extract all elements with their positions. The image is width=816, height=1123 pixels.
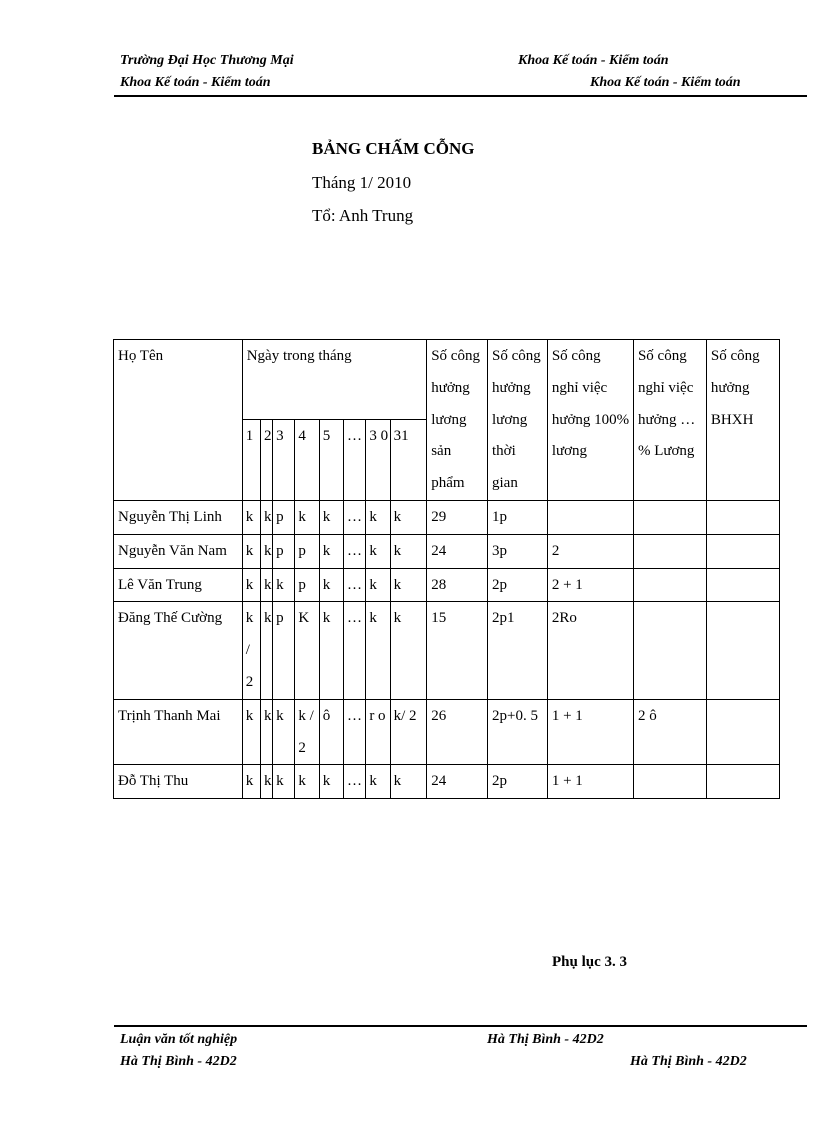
product-pay-days: 29 bbox=[427, 500, 488, 534]
header-col-leave-partial-pay: Số công nghỉ việc hưởng …% Lương bbox=[633, 340, 706, 501]
table-header-row-1 bbox=[114, 340, 780, 420]
day-mark: k bbox=[260, 534, 272, 568]
day-mark: … bbox=[344, 568, 366, 602]
day-mark: k bbox=[390, 534, 427, 568]
header-day: 3 0 bbox=[366, 420, 390, 501]
day-mark: p bbox=[295, 568, 319, 602]
day-mark: k bbox=[260, 765, 272, 799]
day-mark: ô bbox=[319, 699, 343, 765]
time-pay-days: 2p1 bbox=[488, 602, 548, 699]
document-month: Tháng 1/ 2010 bbox=[312, 173, 412, 192]
day-mark: k bbox=[260, 500, 272, 534]
leave-partial-pay-days bbox=[633, 568, 706, 602]
day-mark: k/ 2 bbox=[390, 699, 427, 765]
header-day: 2 bbox=[260, 420, 272, 501]
time-pay-days: 2p bbox=[488, 568, 548, 602]
leave-full-pay-days: 2 bbox=[547, 534, 633, 568]
day-mark: p bbox=[273, 534, 295, 568]
social-insurance-days bbox=[706, 534, 779, 568]
day-mark: … bbox=[344, 500, 366, 534]
time-pay-days: 2p bbox=[488, 765, 548, 799]
header-school-name: Trường Đại Học Thương Mại bbox=[120, 53, 294, 68]
day-mark: r o bbox=[366, 699, 390, 765]
day-mark: k bbox=[319, 568, 343, 602]
employee-name: Nguyễn Thị Linh bbox=[114, 500, 243, 534]
day-mark: k bbox=[366, 568, 390, 602]
time-pay-days: 3p bbox=[488, 534, 548, 568]
employee-name: Nguyễn Văn Nam bbox=[114, 534, 243, 568]
day-mark: k bbox=[390, 500, 427, 534]
day-mark: k bbox=[242, 534, 260, 568]
day-mark: k bbox=[260, 602, 272, 699]
employee-name: Đỗ Thị Thu bbox=[114, 765, 243, 799]
day-mark: k bbox=[242, 765, 260, 799]
product-pay-days: 28 bbox=[427, 568, 488, 602]
day-mark: p bbox=[273, 602, 295, 699]
header-day: 1 bbox=[242, 420, 260, 501]
day-mark: … bbox=[344, 602, 366, 699]
day-mark: … bbox=[344, 534, 366, 568]
product-pay-days: 26 bbox=[427, 699, 488, 765]
header-col-time-pay: Số công hưởng lương thời gian bbox=[488, 340, 548, 501]
day-mark: k bbox=[366, 500, 390, 534]
day-mark: k bbox=[366, 765, 390, 799]
leave-partial-pay-days bbox=[633, 534, 706, 568]
day-mark: k bbox=[273, 699, 295, 765]
timesheet-table bbox=[113, 339, 780, 799]
header-day: … bbox=[344, 420, 366, 501]
header-day: 5 bbox=[319, 420, 343, 501]
day-mark: k / 2 bbox=[295, 699, 319, 765]
time-pay-days: 1p bbox=[488, 500, 548, 534]
time-pay-days: 2p+0. 5 bbox=[488, 699, 548, 765]
leave-full-pay-days: 1 + 1 bbox=[547, 765, 633, 799]
footer-author-left: Hà Thị Bình - 42D2 bbox=[120, 1054, 237, 1069]
day-mark: k bbox=[390, 765, 427, 799]
day-mark: k bbox=[319, 534, 343, 568]
day-mark: k bbox=[319, 765, 343, 799]
leave-full-pay-days: 2 + 1 bbox=[547, 568, 633, 602]
day-mark: k bbox=[242, 500, 260, 534]
header-department-right: Khoa Kế toán - Kiểm toán bbox=[518, 53, 669, 68]
table-row bbox=[114, 534, 780, 568]
day-mark: k bbox=[273, 765, 295, 799]
day-mark: k bbox=[366, 534, 390, 568]
day-mark: p bbox=[273, 500, 295, 534]
header-department-left: Khoa Kế toán - Kiểm toán bbox=[120, 75, 271, 90]
day-mark: … bbox=[344, 765, 366, 799]
social-insurance-days bbox=[706, 699, 779, 765]
employee-name: Trịnh Thanh Mai bbox=[114, 699, 243, 765]
social-insurance-days bbox=[706, 500, 779, 534]
day-mark: k bbox=[295, 765, 319, 799]
day-mark: k bbox=[390, 568, 427, 602]
appendix-label: Phụ lục 3. 3 bbox=[552, 954, 628, 970]
header-col-social-insurance: Số công hưởng BHXH bbox=[706, 340, 779, 501]
header-day: 31 bbox=[390, 420, 427, 501]
day-mark: k bbox=[273, 568, 295, 602]
footer-author-right: Hà Thị Bình - 42D2 bbox=[487, 1032, 604, 1047]
table-row bbox=[114, 699, 780, 765]
header-day: 4 bbox=[295, 420, 319, 501]
social-insurance-days bbox=[706, 602, 779, 699]
day-mark: … bbox=[344, 699, 366, 765]
day-mark: k bbox=[242, 699, 260, 765]
table-row bbox=[114, 602, 780, 699]
header-col-leave-full-pay: Số công nghỉ việc hưởng 100% lương bbox=[547, 340, 633, 501]
product-pay-days: 24 bbox=[427, 534, 488, 568]
timesheet-body bbox=[114, 500, 780, 798]
header-col-product-pay: Số công hưởng lương sản phẩm bbox=[427, 340, 488, 501]
document-team: Tổ: Anh Trung bbox=[312, 206, 414, 225]
leave-partial-pay-days: 2 ô bbox=[633, 699, 706, 765]
header-day: 3 bbox=[273, 420, 295, 501]
day-mark: p bbox=[295, 534, 319, 568]
footer-rule bbox=[114, 1025, 807, 1027]
social-insurance-days bbox=[706, 568, 779, 602]
employee-name: Đăng Thế Cường bbox=[114, 602, 243, 699]
day-mark: k bbox=[242, 568, 260, 602]
social-insurance-days bbox=[706, 765, 779, 799]
day-mark: k bbox=[260, 699, 272, 765]
product-pay-days: 15 bbox=[427, 602, 488, 699]
header-name: Họ Tên bbox=[114, 340, 243, 501]
day-mark: k bbox=[319, 500, 343, 534]
employee-name: Lê Văn Trung bbox=[114, 568, 243, 602]
day-mark: k bbox=[295, 500, 319, 534]
document-title: BẢNG CHẤM CỖNG bbox=[312, 139, 475, 158]
table-row bbox=[114, 500, 780, 534]
footer-author-right-2: Hà Thị Bình - 42D2 bbox=[630, 1054, 747, 1069]
leave-full-pay-days: 1 + 1 bbox=[547, 699, 633, 765]
product-pay-days: 24 bbox=[427, 765, 488, 799]
table-row bbox=[114, 765, 780, 799]
day-mark: k bbox=[366, 602, 390, 699]
day-mark: k bbox=[319, 602, 343, 699]
header-department-right-2: Khoa Kế toán - Kiểm toán bbox=[590, 75, 741, 90]
leave-full-pay-days: 2Ro bbox=[547, 602, 633, 699]
header-days-group: Ngày trong tháng bbox=[242, 340, 427, 420]
leave-partial-pay-days bbox=[633, 500, 706, 534]
leave-partial-pay-days bbox=[633, 765, 706, 799]
day-mark: k bbox=[260, 568, 272, 602]
leave-partial-pay-days bbox=[633, 602, 706, 699]
day-mark: k bbox=[390, 602, 427, 699]
header-rule bbox=[114, 95, 807, 97]
day-mark: k / 2 bbox=[242, 602, 260, 699]
footer-thesis-label: Luận văn tốt nghiệp bbox=[120, 1032, 238, 1047]
table-row bbox=[114, 568, 780, 602]
day-mark: K bbox=[295, 602, 319, 699]
leave-full-pay-days bbox=[547, 500, 633, 534]
